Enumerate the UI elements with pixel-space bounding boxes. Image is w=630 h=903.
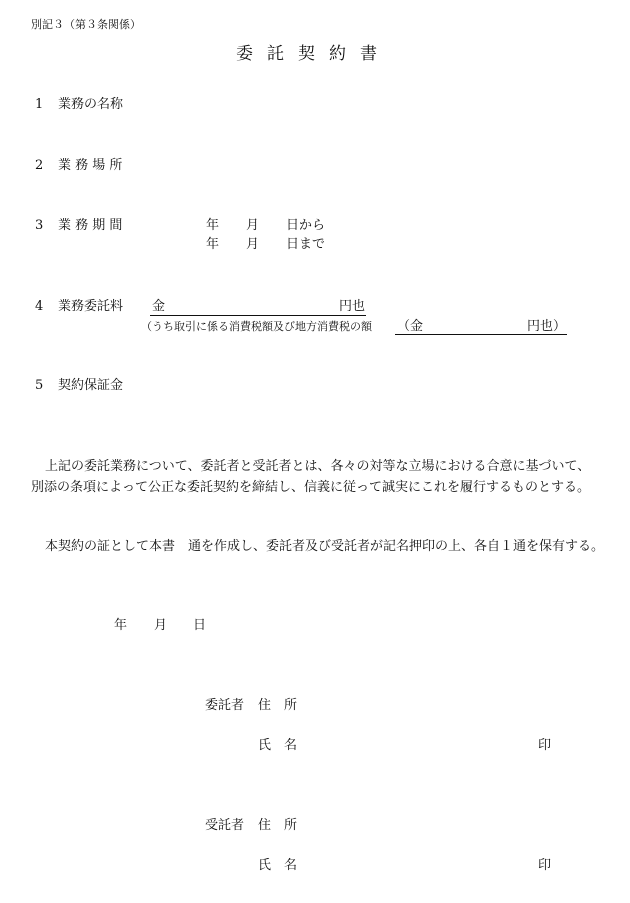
item-2-number: 2	[35, 158, 44, 173]
tax-kin: （金	[397, 319, 424, 334]
tax-enya: 円也）	[527, 319, 567, 334]
item-5-label: 契約保証金	[58, 378, 124, 393]
document-title: 委託契約書	[236, 44, 391, 64]
period-to-year: 年	[206, 237, 220, 252]
item-2-label: 業 務 場 所	[58, 158, 123, 173]
period-to-month: 月	[246, 237, 260, 252]
period-from-month: 月	[246, 218, 260, 233]
fee-underline	[150, 315, 366, 316]
item-3-label: 業 務 期 間	[58, 218, 123, 233]
period-from-year: 年	[206, 218, 220, 233]
header-note: 別記３（第３条関係）	[31, 18, 141, 31]
consignee-name-label: 氏 名	[258, 858, 298, 873]
fee-enya: 円也	[339, 299, 366, 314]
paragraph-2: 本契約の証として本書 通を作成し、委託者及び受託者が記名押印の上、各自１通を保有する。	[45, 539, 605, 554]
fee-kin: 金	[152, 299, 166, 314]
item-4-label: 業務委託料	[58, 299, 124, 314]
consignee-role: 受託者	[205, 818, 245, 833]
consignor-seal: 印	[538, 738, 552, 753]
date-month: 月	[154, 618, 168, 633]
item-1-number: 1	[35, 97, 44, 112]
consignor-address-label: 住 所	[258, 698, 298, 713]
tax-note: （うち取引に係る消費税額及び地方消費税の額	[141, 320, 372, 333]
item-3-number: 3	[35, 218, 44, 233]
consignee-address-label: 住 所	[258, 818, 298, 833]
date-year: 年	[114, 618, 128, 633]
consignor-name-label: 氏 名	[258, 738, 298, 753]
consignee-seal: 印	[538, 858, 552, 873]
period-from-day: 日から	[286, 218, 326, 233]
paragraph-1-line-2: 別添の条項によって公正な委託契約を締結し、信義に従って誠実にこれを履行するものとする。	[31, 480, 591, 495]
date-day: 日	[193, 618, 207, 633]
tax-underline	[395, 334, 567, 335]
item-5-number: 5	[35, 378, 44, 393]
item-1-label: 業務の名称	[58, 97, 124, 112]
period-to-day: 日まで	[286, 237, 326, 252]
paragraph-1-line-1: 上記の委託業務について、委託者と受託者とは、各々の対等な立場における合意に基づいて、	[45, 459, 591, 474]
item-4-number: 4	[35, 299, 44, 314]
consignor-role: 委託者	[205, 698, 245, 713]
